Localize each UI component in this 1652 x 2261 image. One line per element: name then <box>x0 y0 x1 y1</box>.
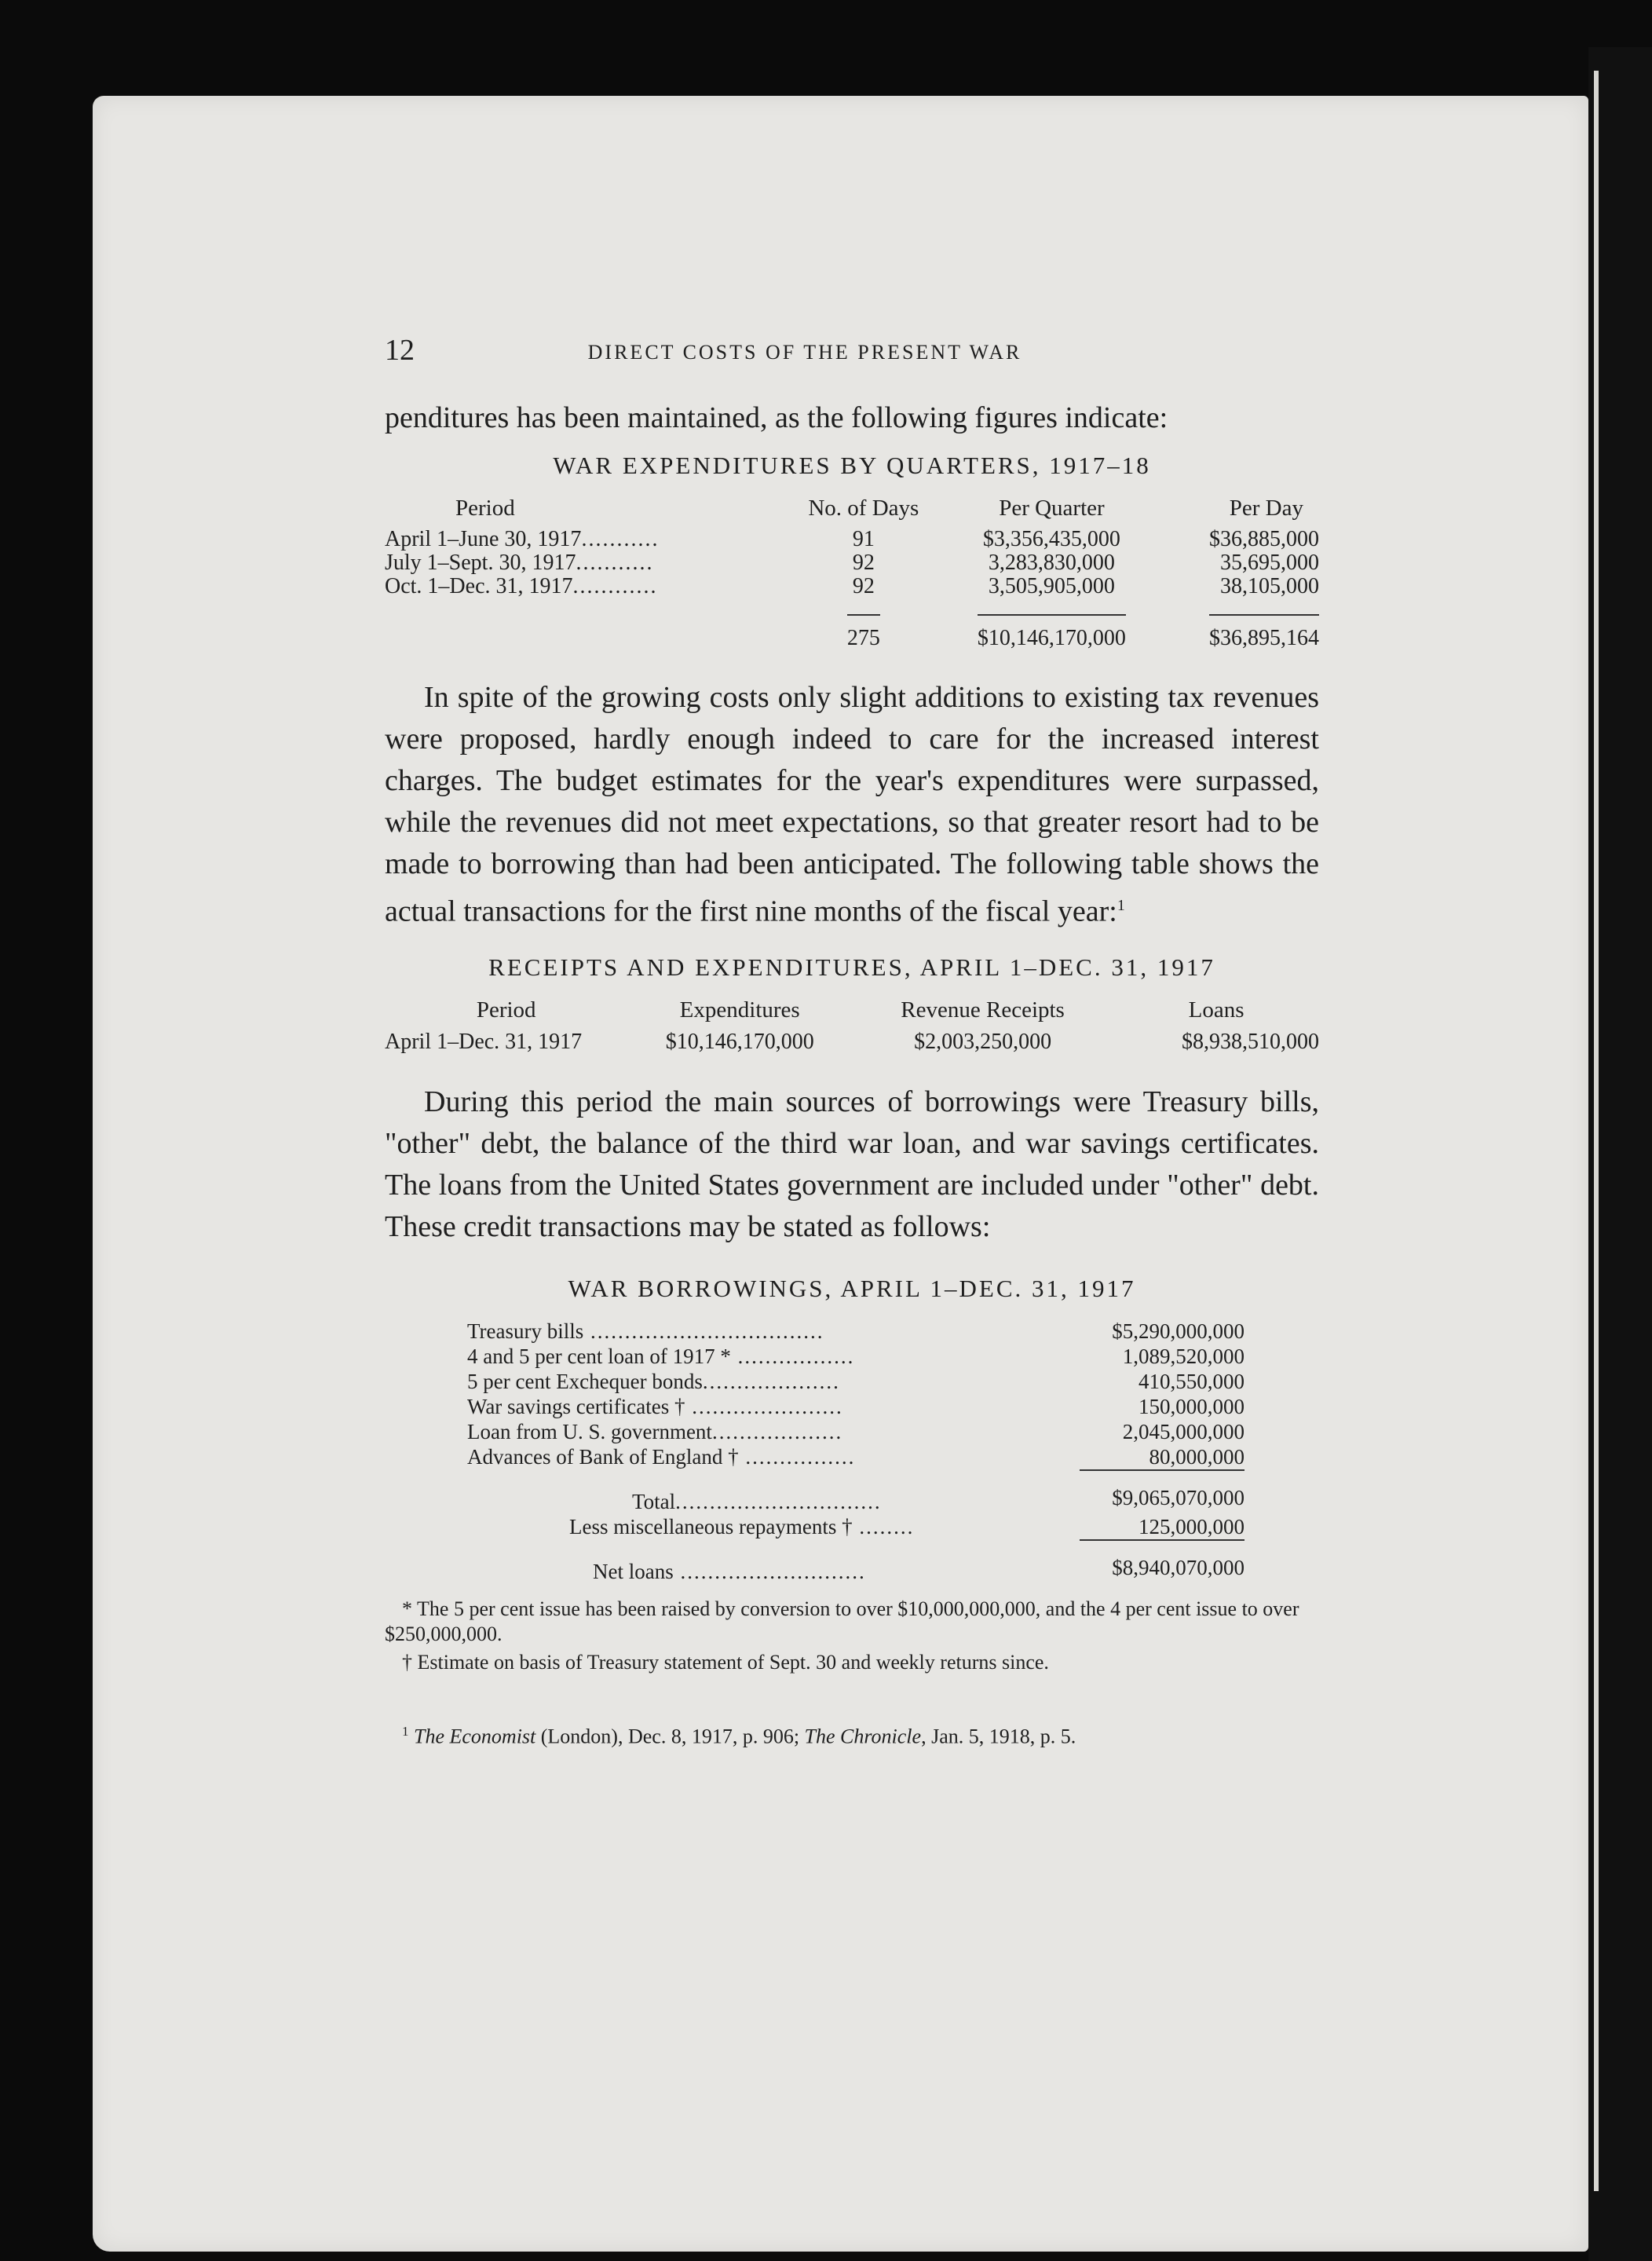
row-value: $5,290,000,000 <box>1112 1319 1244 1343</box>
header-period: Period <box>455 496 515 521</box>
header-revenue: Revenue Receipts <box>901 997 1065 1023</box>
paragraph-continued: penditures has been maintained, as the following figures indicate: <box>385 401 1168 434</box>
dot-leader: ........ <box>852 1515 915 1539</box>
row-days: 91 <box>852 527 875 551</box>
table-row <box>467 1444 1244 1470</box>
source-title-chronicle: The Chronicle <box>804 1725 922 1748</box>
row-days: 92 <box>852 574 875 598</box>
table-row <box>467 1419 1244 1444</box>
total-label: Total <box>632 1489 676 1513</box>
table-row <box>467 1394 1244 1419</box>
total-per-quarter: $10,146,170,000 <box>978 614 1126 650</box>
header-period: Period <box>476 997 536 1023</box>
dot-leader: ...................... <box>685 1394 843 1418</box>
row-period: Oct. 1–Dec. 31, 1917 <box>385 574 573 598</box>
table-row <box>467 1319 1244 1344</box>
row-value: 1,089,520,000 <box>1122 1344 1244 1368</box>
dot-leader: ............ <box>572 574 658 598</box>
total-per-day: $36,895,164 <box>1209 614 1319 650</box>
receipts-table <box>385 997 1319 1055</box>
paragraph-budget-text: In spite of the growing costs only slight additions to existing tax revenues were proposed, hardly enough indeed to care for the increased interest charges. The budget estimates for the year's expenditures were surpassed, while the revenues did not meet expectations, so that greater resort had to be made to borrowing than had been anticipated. The following table shows the actual transactions for the first nine months of the fiscal year: <box>385 681 1319 928</box>
row-label: Loan from U. S. government <box>467 1419 712 1443</box>
table-row <box>385 1030 1319 1055</box>
page-footnote <box>385 1719 1319 1750</box>
dot-leader: ................. <box>730 1344 855 1368</box>
borrowings-table-title: WAR BORROWINGS, APRIL 1–DEC. 31, 1917 <box>568 1274 1136 1302</box>
row-label: 5 per cent Exchequer bonds <box>467 1369 703 1393</box>
table-footnotes <box>385 1597 1319 1675</box>
total-days: 275 <box>847 614 880 650</box>
dot-leader: ................... <box>711 1419 843 1443</box>
header-per-day: Per Day <box>1229 496 1303 521</box>
page-number: 12 <box>385 334 415 367</box>
row-value: 80,000,000 <box>1149 1444 1244 1469</box>
table-row <box>385 528 1319 551</box>
row-revenue: $2,003,250,000 <box>914 1029 1052 1054</box>
row-value: 150,000,000 <box>1138 1394 1244 1418</box>
quarters-totals-row <box>385 598 1319 650</box>
row-period: April 1–Dec. 31, 1917 <box>385 1029 583 1054</box>
dot-leader: ........................... <box>673 1559 866 1583</box>
table-row <box>467 1344 1244 1369</box>
footnote-mark: 1 <box>402 1723 409 1739</box>
table-row <box>385 575 1319 598</box>
dot-leader: .................... <box>702 1369 840 1393</box>
footnote-reference: 1 <box>1117 897 1125 914</box>
row-value: 2,045,000,000 <box>1122 1419 1244 1443</box>
header-loans: Loans <box>1188 997 1244 1023</box>
row-value: 410,550,000 <box>1138 1369 1244 1393</box>
header-per-quarter: Per Quarter <box>999 496 1105 521</box>
row-per-quarter: $3,356,435,000 <box>982 527 1120 551</box>
less-repayments-row <box>467 1514 1244 1540</box>
row-label: 4 and 5 per cent loan of 1917 * <box>467 1344 731 1368</box>
table-row <box>467 1369 1244 1394</box>
quarters-table-title: WAR EXPENDITURES BY QUARTERS, 1917–18 <box>553 452 1151 479</box>
row-expenditures: $10,146,170,000 <box>665 1029 814 1054</box>
row-per-day: $36,885,000 <box>1209 527 1319 551</box>
row-label: Treasury bills <box>467 1319 584 1343</box>
less-value: 125,000,000 <box>1138 1514 1244 1538</box>
net-label: Net loans <box>593 1559 674 1583</box>
receipts-table-header <box>385 997 1319 1030</box>
dot-leader: ........... <box>576 551 654 575</box>
row-period: July 1–Sept. 30, 1917 <box>385 551 576 575</box>
row-per-day: 38,105,000 <box>1220 574 1319 598</box>
row-label: War savings certificates † <box>467 1394 685 1418</box>
row-label: Advances of Bank of England † <box>467 1445 739 1469</box>
quarters-table-header <box>385 496 1319 528</box>
table-footnote-asterisk: * The 5 per cent issue has been raised by conversion to over $10,000,000,000, and the 4 per cent issue to over $250,000,000. <box>385 1597 1299 1645</box>
source-title-economist: The Economist <box>414 1725 536 1748</box>
table-row <box>385 551 1319 575</box>
paragraph-budget <box>385 677 1319 933</box>
row-per-quarter: 3,505,905,000 <box>988 574 1115 598</box>
page-content <box>385 330 1319 1749</box>
row-days: 92 <box>852 551 875 575</box>
scan-adjacent-page-edge <box>1594 71 1599 2191</box>
quarters-table <box>385 496 1319 650</box>
row-period: April 1–June 30, 1917 <box>385 527 582 551</box>
running-title: DIRECT COSTS OF THE PRESENT WAR <box>587 341 1022 364</box>
dot-leader: .................................. <box>583 1319 824 1343</box>
receipts-table-title: RECEIPTS AND EXPENDITURES, APRIL 1–DEC. 31, 1917 <box>488 953 1215 981</box>
row-loans: $8,938,510,000 <box>1182 1029 1319 1054</box>
source-text-2: , Jan. 5, 1918, p. 5. <box>921 1725 1076 1748</box>
dot-leader: ........... <box>581 527 660 551</box>
row-per-quarter: 3,283,830,000 <box>988 551 1115 575</box>
net-value: $8,940,070,000 <box>1080 1540 1244 1584</box>
borrowings-table <box>467 1319 1244 1584</box>
less-label: Less miscellaneous repayments † <box>569 1515 853 1539</box>
net-loans-row <box>467 1540 1244 1584</box>
total-row <box>467 1470 1244 1514</box>
dot-leader: ................ <box>738 1445 856 1469</box>
total-value: $9,065,070,000 <box>1080 1470 1244 1514</box>
table-footnote-dagger: † Estimate on basis of Treasury statement of Sept. 30 and weekly returns since. <box>402 1650 1049 1674</box>
row-per-day: 35,695,000 <box>1220 551 1319 575</box>
paragraph-borrowings: During this period the main sources of borrowings were Treasury bills, "other" debt, the balance of the third war loan, and war savings certificates. The loans from the United States government are included under "other" debt. These credit transactions may be stated as follows: <box>385 1085 1319 1243</box>
dot-leader: .............................. <box>675 1489 882 1513</box>
header-expenditures: Expenditures <box>679 997 800 1023</box>
header-days: No. of Days <box>808 496 919 521</box>
source-text-1: (London), Dec. 8, 1917, p. 906; <box>535 1725 805 1748</box>
running-head <box>385 330 1319 377</box>
